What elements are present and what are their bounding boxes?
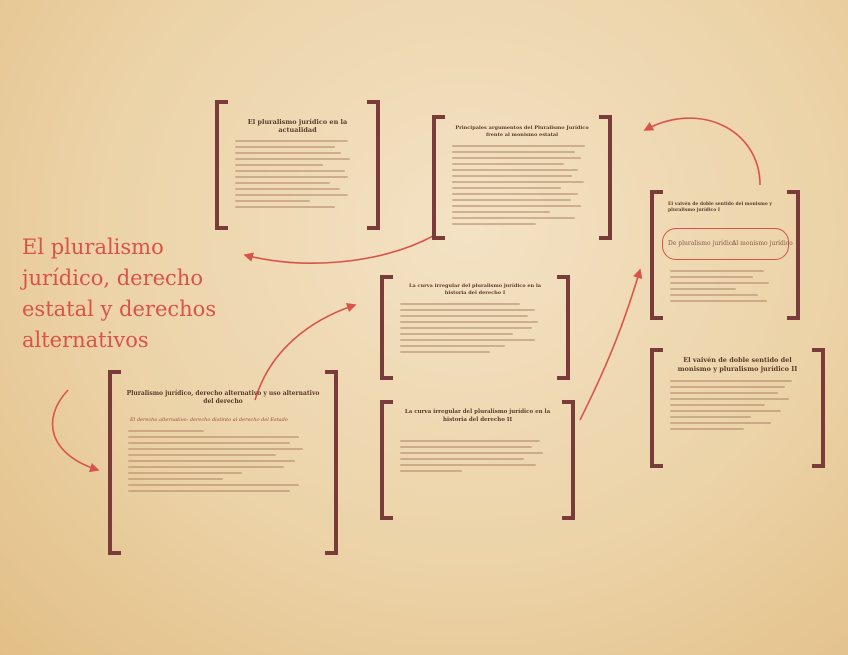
frame-curva-2[interactable] [380,400,575,520]
bracket-right [325,370,338,555]
frame-title: El pluralismo jurídico en la actualidad [247,118,348,134]
frame-body [400,303,550,357]
frame-pluralismo-alternativo[interactable] [108,370,338,555]
frame-title: Principales argumentos del Pluralismo Jurídico frente al monismo estatal [455,125,589,138]
frame-actualidad[interactable] [215,100,380,230]
bracket-right [787,190,800,320]
frame-title: Pluralismo jurídico, derecho alternativo y uso alternativo del derecho [126,390,320,405]
bracket-left [432,115,445,240]
arrow-title-to-pluralismo [53,390,98,470]
frame-title: El vaivén de doble sentido del monismo y pluralismo jurídico II [677,356,798,373]
arrow-principales-to-title [245,235,435,263]
bracket-right [812,348,825,468]
bracket-left [108,370,121,555]
arrow-vaiven1-to-principales [645,118,760,185]
bracket-left [650,348,663,468]
frame-body [670,270,780,306]
frame-title: El vaivén de doble sentido del monismo y pluralismo jurídico I [668,202,772,213]
bracket-left [215,100,228,230]
frame-vaiven-2[interactable] [650,348,825,468]
bracket-left [380,275,393,380]
frame-body [400,440,555,476]
presentation-title: El pluralismo jurídico, derecho estatal y derechos alternativos [22,235,217,352]
frame-body [452,145,592,229]
frame-subtitle: El derecho alternativo: derecho distinto al derecho del Estado [130,417,288,423]
frame-curva-1[interactable] [380,275,570,380]
bracket-right [367,100,380,230]
bracket-left [650,190,663,320]
frame-title: La curva irregular del pluralismo jurídico en la historia del derecho I [408,283,542,296]
frame-vaiven-1[interactable] [650,190,800,320]
diagram-label-right: Al monismo jurídico [732,240,793,247]
bracket-right [562,400,575,520]
frame-body [128,430,318,496]
arrow-curva2-to-vaiven1 [580,270,640,420]
diagram-label-left: De pluralismo jurídico [668,240,736,247]
frame-body [670,380,805,434]
frame-body [235,140,360,212]
bracket-right [599,115,612,240]
bracket-left [380,400,393,520]
frame-title: La curva irregular del pluralismo jurídico en la historia del derecho II [404,409,551,423]
frame-principales[interactable] [432,115,612,240]
bracket-right [557,275,570,380]
